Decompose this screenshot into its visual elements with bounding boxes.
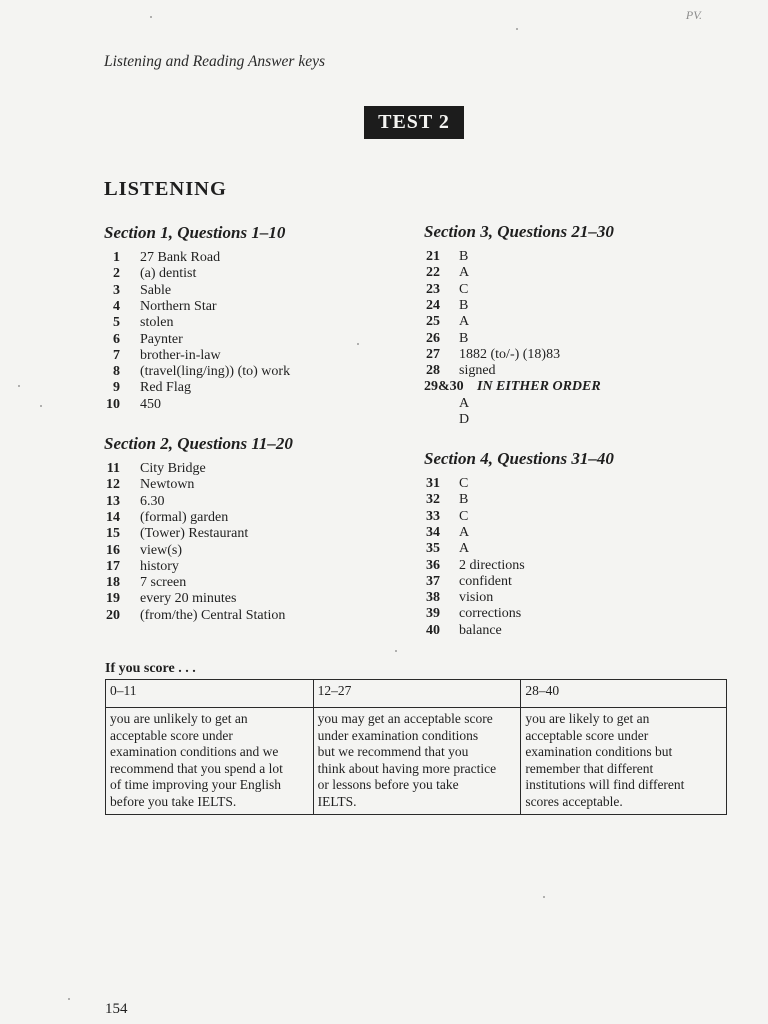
advice-line: recommend that you spend a lot [110,760,283,776]
answer-row [104,332,404,349]
answer-row [424,347,724,364]
answer-text: balance [459,622,502,638]
advice-line: institutions will find different [525,777,685,792]
answer-row [424,331,724,348]
section-4-title: Section 4, Questions 31–40 [424,449,614,468]
answer-text: C [459,476,469,491]
answer-row [424,314,724,331]
question-number: 33 [426,508,440,524]
answer-row [424,363,724,380]
advice-line: acceptable score under [525,727,649,743]
question-number: 34 [426,524,440,540]
answer-text: A [459,524,470,540]
answer-text: brother-in-law [140,347,221,363]
answer-text: signed [459,363,496,379]
answer-text: B [459,297,469,313]
question-number: 37 [426,573,440,589]
score-range: 28–40 [521,680,727,708]
answer-text: view(s) [140,542,182,558]
question-number: 2 [113,266,120,282]
test-label: TEST 2 [364,106,464,139]
question-number: 39 [426,606,440,622]
answer-row [424,574,724,591]
score-advice [313,708,521,815]
question-number: 36 [426,557,440,573]
answer-row [424,379,724,396]
answer-row [424,590,724,607]
scan-speck [395,650,397,652]
question-number: 24 [426,297,440,313]
answer-text: B [459,249,469,264]
answer-row [104,315,404,332]
answer-row [104,575,404,592]
answer-row [424,606,724,623]
answer-row [104,591,404,608]
answer-text: B [459,492,469,508]
question-number: 20 [106,607,120,623]
answer-text: B [459,330,469,346]
question-number: 4 [113,298,120,314]
answer-row [104,461,404,478]
question-number: 38 [426,590,440,606]
question-number: 35 [426,541,440,557]
question-number: 40 [426,622,440,638]
answer-text: A [459,395,470,411]
scan-speck [150,16,152,18]
answer-row [104,543,404,560]
question-number: 23 [426,281,440,297]
answer-row [424,412,724,429]
advice-line: you are unlikely to get an [110,711,248,726]
advice-line: before you take IELTS. [110,793,237,809]
answer-text: A [459,265,470,281]
advice-line: you may get an acceptable score [317,711,493,726]
answer-text: C [459,281,469,297]
section-3-title: Section 3, Questions 21–30 [424,222,614,241]
question-number: 13 [106,493,120,509]
score-table [105,679,727,815]
advice-line: examination conditions and we [110,744,279,759]
question-number: 10 [106,396,120,412]
score-table-body-row [106,708,727,815]
advice-line: scores acceptable. [525,793,623,809]
scan-speck [18,385,20,387]
answer-text: A [459,541,470,557]
answer-text: 27 Bank Road [140,250,221,265]
question-number: 9 [113,380,120,396]
question-number: 5 [113,315,120,331]
answer-text: 6.30 [140,493,165,509]
answer-row [104,494,404,511]
question-number: 17 [106,558,120,574]
answer-row [424,623,724,640]
answer-text: (formal) garden [140,509,229,525]
scan-speck [40,405,42,407]
question-number: 25 [426,314,440,330]
answer-row [104,477,404,494]
advice-line: examination conditions but [525,744,673,759]
scan-speck [543,896,545,898]
answer-row [424,249,724,266]
answer-row [104,348,404,365]
answer-text: vision [459,590,494,606]
advice-line: or lessons before you take [317,777,459,792]
advice-line: under examination conditions [317,727,479,743]
question-number: 31 [426,476,440,491]
answer-row [104,299,404,316]
answer-text: every 20 minutes [140,591,237,607]
score-table-header-row [106,680,727,708]
advice-line: IELTS. [317,793,357,809]
page-number: 154 [105,1001,128,1017]
answer-row [104,380,404,397]
question-number: 26 [426,330,440,346]
scan-speck [516,28,518,30]
question-number: 8 [113,364,120,380]
answer-row [424,525,724,542]
answer-text: A [459,314,470,330]
advice-line: but we recommend that you [317,744,469,759]
answer-text: (a) dentist [140,266,197,282]
question-number: 1 [113,250,120,265]
section-1-title: Section 1, Questions 1–10 [104,223,286,242]
answer-row [104,559,404,576]
answer-text: Paynter [140,331,183,347]
advice-line: remember that different [525,760,654,776]
answer-row [104,250,404,267]
question-number: 11 [106,461,120,476]
answer-row [424,492,724,509]
answer-row [104,266,404,283]
answer-text: Newtown [140,477,195,493]
answer-text: 2 directions [459,557,525,573]
answer-text: Red Flag [140,380,191,396]
score-advice [521,708,727,815]
section-2-title: Section 2, Questions 11–20 [104,434,293,453]
question-number: 32 [426,492,440,508]
question-number: 16 [106,542,120,558]
answer-text: 450 [140,396,161,412]
scan-speck [68,998,70,1000]
corner-mark: PV. [685,8,702,22]
question-number: 22 [426,265,440,281]
answer-row [424,298,724,315]
question-number: 27 [426,346,440,362]
answer-row [424,558,724,575]
answer-text: confident [459,573,512,589]
answer-row [104,608,404,625]
answer-row [424,396,724,413]
answer-row [104,397,404,414]
answer-row [424,541,724,558]
advice-line: acceptable score under [110,727,233,743]
answer-text: history [140,558,179,574]
answer-text: City Bridge [140,461,206,476]
answer-text: corrections [459,606,522,622]
answer-row [104,364,404,381]
score-range: 12–27 [313,680,521,708]
score-table-label: If you score . . . [105,661,196,676]
score-advice [106,708,314,815]
question-number: 29&30 [424,379,464,395]
answer-text: stolen [140,315,174,331]
answer-text: C [459,508,469,524]
question-number: 12 [106,477,120,493]
question-number: 18 [106,575,120,591]
answer-row [424,509,724,526]
answer-text: IN EITHER ORDER [477,379,601,395]
answer-text: (travel(ling/ing)) (to) work [140,364,291,380]
answer-row [104,283,404,300]
answer-text: 7 screen [140,575,187,591]
advice-line: of time improving your English [110,777,281,792]
question-number: 19 [106,591,120,607]
advice-line: you are likely to get an [525,711,650,726]
answer-row [424,282,724,299]
answer-text: Northern Star [140,298,217,314]
scan-speck [357,343,359,345]
question-number: 21 [426,249,440,264]
score-range: 0–11 [106,680,314,708]
answer-text: (from/the) Central Station [140,607,286,623]
advice-line: think about having more practice [317,760,497,776]
question-number: 28 [426,363,440,379]
question-number: 3 [113,282,120,298]
answer-row [104,510,404,527]
running-head: Listening and Reading Answer keys [104,53,325,70]
page-heading: LISTENING [104,178,227,200]
answer-row [424,476,724,493]
answer-text: D [459,412,470,427]
question-number: 6 [113,331,120,347]
answer-text: 1882 (to/-) (18)83 [459,346,561,362]
answer-row [424,265,724,282]
question-number: 7 [113,347,120,363]
answer-text: Sable [140,282,172,298]
question-number: 15 [106,526,120,542]
answer-text: (Tower) Restaurant [140,526,249,542]
question-number: 14 [106,509,120,525]
answer-row [104,526,404,543]
